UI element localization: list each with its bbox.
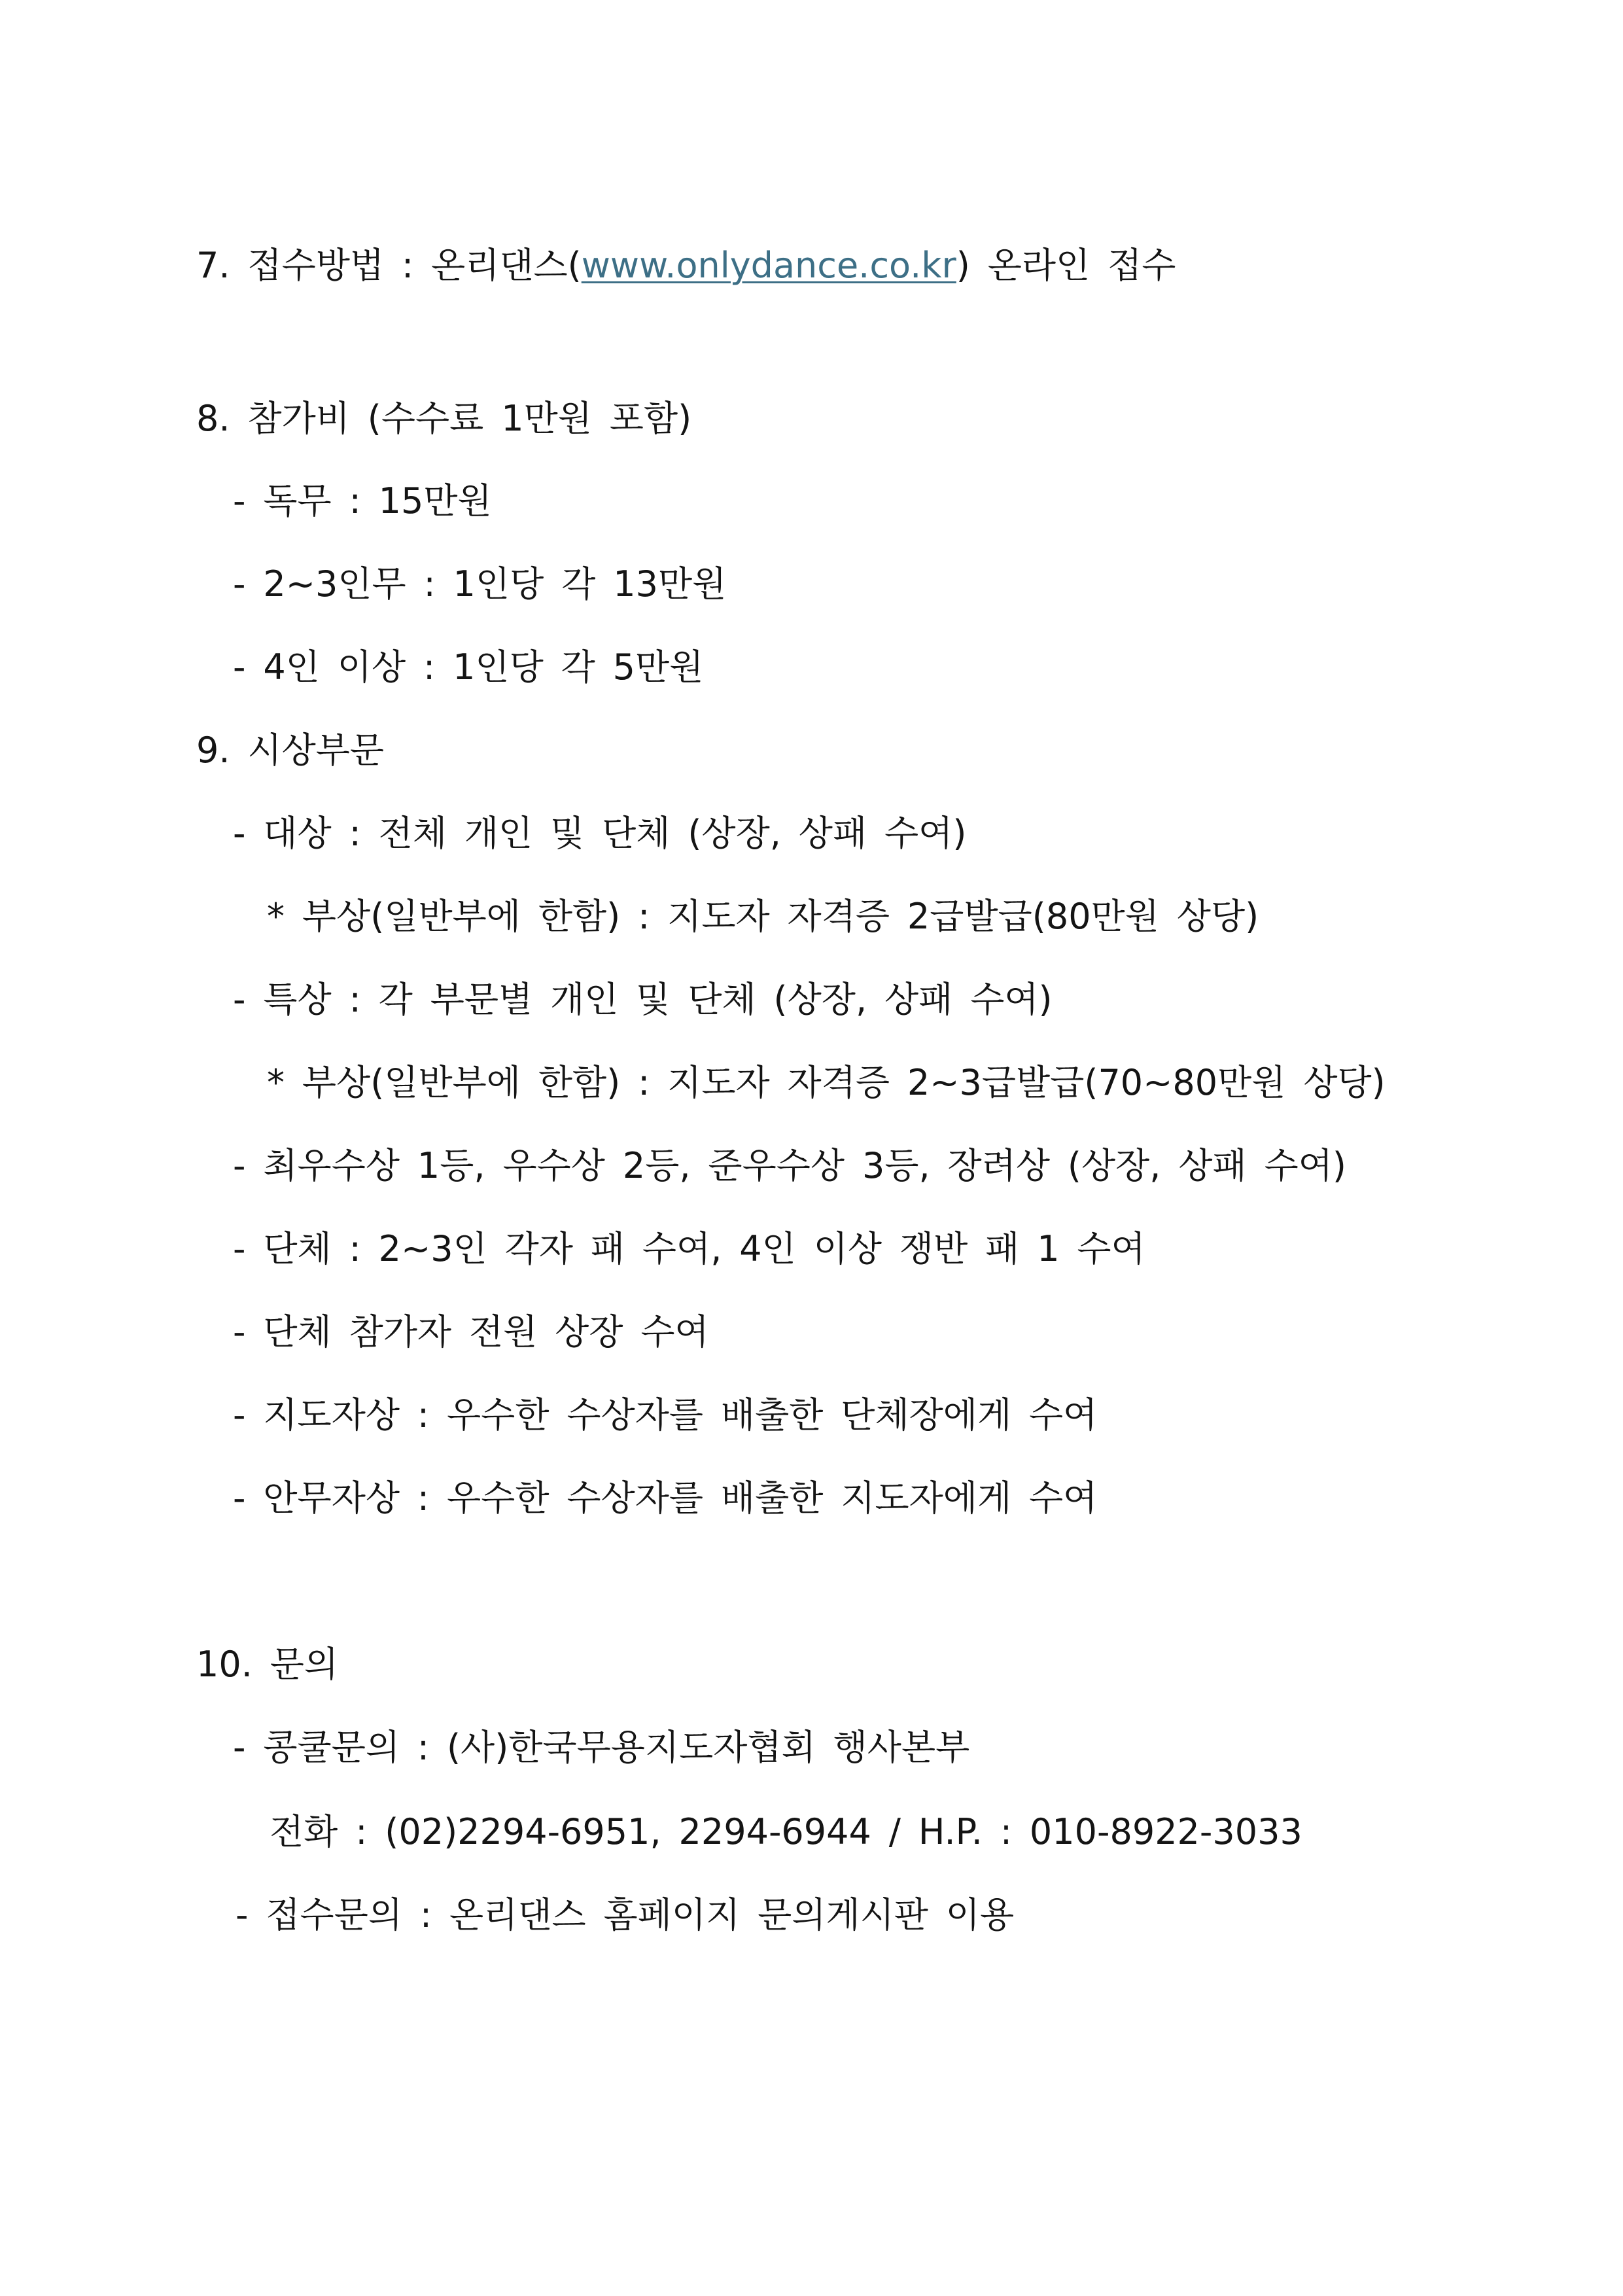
award-special-prize: - 특상 : 각 부문별 개인 및 단체 (상장, 상패 수여) — [233, 979, 1053, 1020]
award-special-prize-bonus: * 부상(일반부에 한함) : 지도자 자격증 2~3급발급(70~80만원 상당) — [267, 1062, 1386, 1103]
award-group-certificates: - 단체 참가자 전원 상장 수여 — [233, 1311, 709, 1352]
fee-duo-trio: - 2~3인무 : 1인당 각 13만원 — [233, 563, 727, 605]
award-choreographer: - 안무자상 : 우수한 수상자를 배출한 지도자에게 수여 — [233, 1477, 1098, 1519]
onlydance-link[interactable]: www.onlydance.co.kr — [581, 245, 956, 286]
section-10-heading: 10. 문의 — [196, 1644, 339, 1685]
section-7-heading — [196, 242, 1176, 289]
contact-competition: - 콩쿨문의 : (사)한국무용지도자협회 행사본부 — [233, 1727, 970, 1768]
section-7-prefix: 7. 접수방법 : 온리댄스( — [196, 245, 582, 286]
fee-group: - 4인 이상 : 1인당 각 5만원 — [233, 646, 704, 688]
section-9-heading: 9. 시상부문 — [196, 730, 385, 771]
fee-solo: - 독무 : 15만원 — [233, 480, 492, 521]
award-ranks: - 최우수상 1등, 우수상 2등, 준우수상 3등, 장려상 (상장, 상패 수여) — [233, 1145, 1346, 1186]
section-8-heading: 8. 참가비 (수수료 1만원 포함) — [196, 398, 692, 439]
award-leader: - 지도자상 : 우수한 수상자를 배출한 단체장에게 수여 — [233, 1394, 1098, 1436]
section-7-suffix: ) 온라인 접수 — [956, 245, 1176, 286]
contact-phone: 전화 : (02)2294-6951, 2294-6944 / H.P. : 010-8922-3033 — [270, 1811, 1302, 1852]
award-grand-prize: - 대상 : 전체 개인 및 단체 (상장, 상패 수여) — [233, 813, 967, 854]
contact-registration: - 접수문의 : 온리댄스 홈페이지 문의게시판 이용 — [236, 1894, 1015, 1935]
award-grand-prize-bonus: * 부상(일반부에 한함) : 지도자 자격증 2급발급(80만원 상당) — [267, 896, 1259, 937]
award-group-plaques: - 단체 : 2~3인 각자 패 수여, 4인 이상 쟁반 패 1 수여 — [233, 1228, 1145, 1269]
